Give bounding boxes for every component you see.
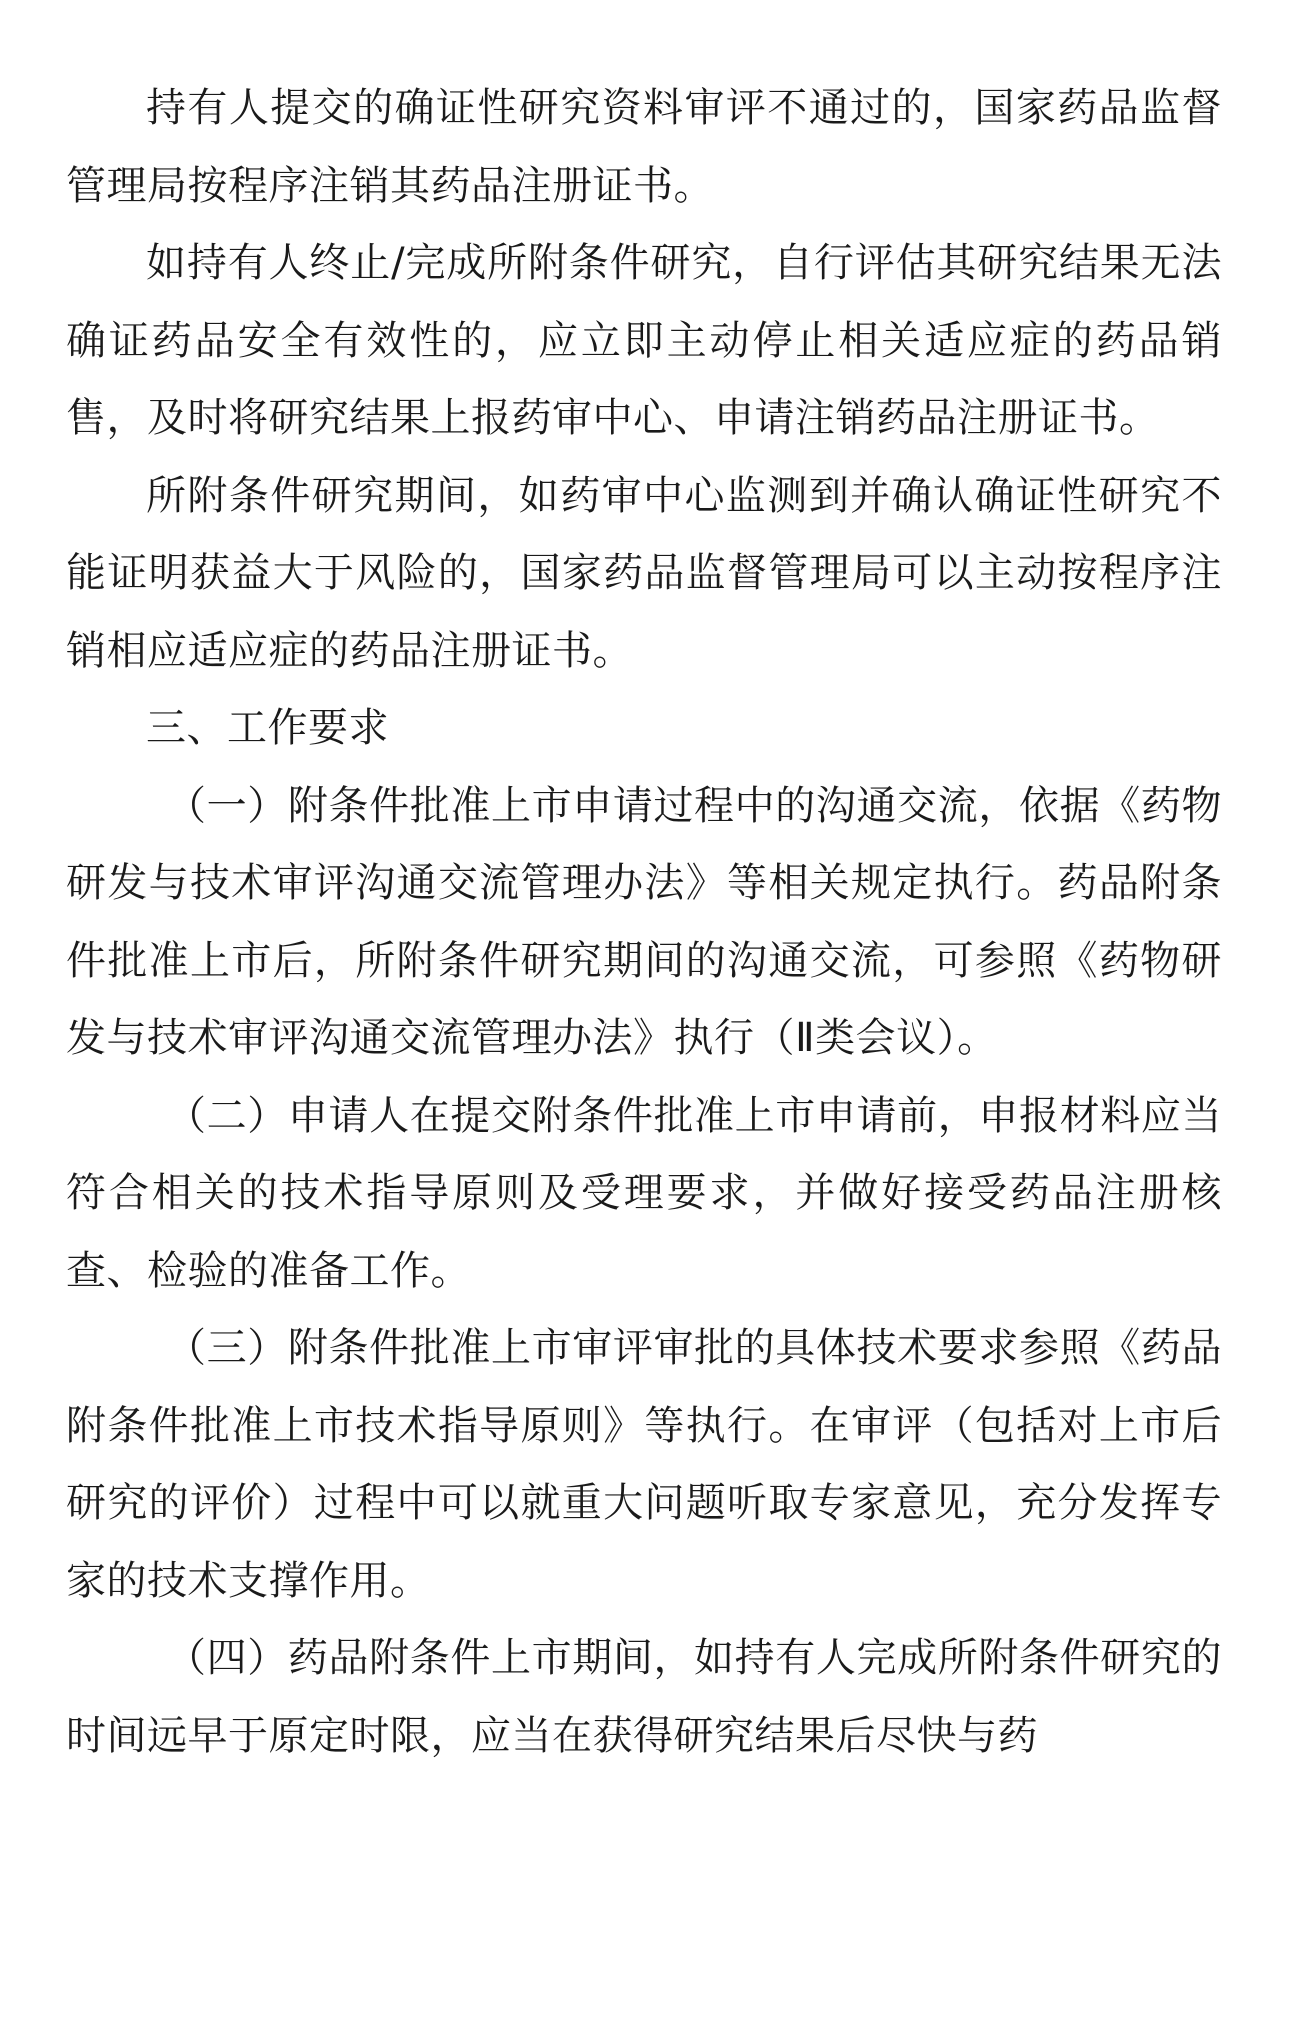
paragraph-registration-cancel: 持有人提交的确证性研究资料审评不通过的，国家药品监督管理局按程序注销其药品注册证书。 <box>66 85 1222 209</box>
section-heading: 三、工作要求 <box>146 705 389 751</box>
item-communication: （一）附条件批准上市申请过程中的沟通交流，依据《药物研发与技术审评沟通交流管理办法》等相关规定执行。药品附条件批准上市后，所附条件研究期间的沟通交流，可参照《药物研发与技术审评沟通交流管理办法》执行（Ⅱ类会议）。 <box>66 782 1222 1061</box>
item-early-completion: （四）药品附条件上市期间，如持有人完成所附条件研究的时间远早于原定时限，应当在获得研究结果后尽快与药 <box>66 1635 1222 1759</box>
item-application-materials: （二）申请人在提交附条件批准上市申请前，申报材料应当符合相关的技术指导原则及受理要求，并做好接受药品注册核查、检验的准备工作。 <box>66 1092 1222 1294</box>
paragraph-monitoring: 所附条件研究期间，如药审中心监测到并确认确证性研究不能证明获益大于风险的，国家药品监督管理局可以主动按程序注销相应适应症的药品注册证书。 <box>66 472 1222 674</box>
paragraph-holder-termination: 如持有人终止/完成所附条件研究，自行评估其研究结果无法确证药品安全有效性的，应立即主动停止相关适应症的药品销售，及时将研究结果上报药审中心、申请注销药品注册证书。 <box>66 240 1222 441</box>
item-technical-requirements: （三）附条件批准上市审评审批的具体技术要求参照《药品附条件批准上市技术指导原则》等执行。在审评（包括对上市后研究的评价）过程中可以就重大问题听取专家意见，充分发挥专家的技术支撑作用。 <box>66 1325 1222 1604</box>
document-page <box>66 70 1222 1775</box>
